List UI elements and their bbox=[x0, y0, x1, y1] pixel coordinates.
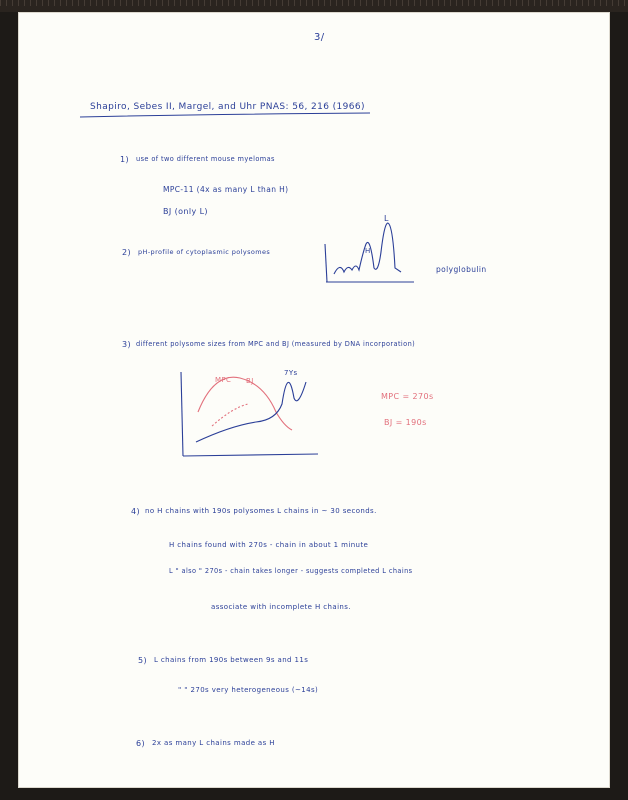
note-marker: 5) bbox=[138, 656, 148, 665]
note-text: use of two different mouse myelomas bbox=[136, 155, 275, 163]
note-marker: 3) bbox=[122, 340, 132, 349]
note-text: associate with incomplete H chains. bbox=[211, 603, 351, 611]
legend-mpc: MPC = 270s bbox=[381, 392, 434, 401]
polysome-dashed-curve bbox=[212, 404, 248, 426]
profile-label-l: L bbox=[384, 214, 389, 223]
reference-citation: Shapiro, Sebes II, Margel, and Uhr PNAS: 56, 216 (1966) bbox=[90, 102, 365, 112]
note-text: MPC-11 (4x as many L than H) bbox=[163, 185, 289, 194]
legend-bj: BJ = 190s bbox=[384, 418, 427, 427]
profile-label-h: H bbox=[365, 247, 371, 255]
hand-sketches bbox=[18, 12, 610, 788]
note-marker: 6) bbox=[136, 739, 146, 748]
curve-label-7ys: 7Ys bbox=[284, 369, 298, 377]
note-text: different polysome sizes from MPC and BJ (measured by DNA incorporation) bbox=[136, 340, 416, 348]
note-marker: 4) bbox=[131, 507, 141, 516]
profile-side-label: polyglobulin bbox=[436, 265, 487, 274]
profile-y-axis bbox=[325, 244, 327, 282]
scan-ruler bbox=[0, 0, 628, 6]
notebook-page bbox=[18, 12, 610, 788]
polysome-y-axis bbox=[181, 372, 183, 456]
polysome-x-axis bbox=[183, 454, 318, 456]
note-text: BJ (only L) bbox=[163, 207, 208, 216]
note-text: H chains found with 270s - chain in about 1 minute bbox=[169, 541, 369, 549]
note-text: L " also " 270s - chain takes longer - suggests completed L chains bbox=[169, 567, 413, 575]
curve-label-mpc: MPC bbox=[215, 376, 232, 384]
note-text: " " 270s very heterogeneous (~14s) bbox=[178, 686, 319, 694]
note-text: pH-profile of cytoplasmic polysomes bbox=[138, 248, 271, 256]
polysome-blue-curve bbox=[196, 382, 306, 442]
page-number: 3/ bbox=[314, 32, 325, 43]
note-text: no H chains with 190s polysomes L chains in ~ 30 seconds. bbox=[145, 507, 377, 515]
note-marker: 2) bbox=[122, 248, 132, 257]
note-marker: 1) bbox=[120, 155, 130, 164]
note-text: L chains from 190s between 9s and 11s bbox=[154, 656, 309, 664]
curve-label-bj: BJ bbox=[246, 377, 254, 385]
note-text: 2x as many L chains made as H bbox=[152, 739, 275, 747]
reference-underline bbox=[80, 113, 370, 117]
polysome-red-curve bbox=[198, 377, 292, 430]
